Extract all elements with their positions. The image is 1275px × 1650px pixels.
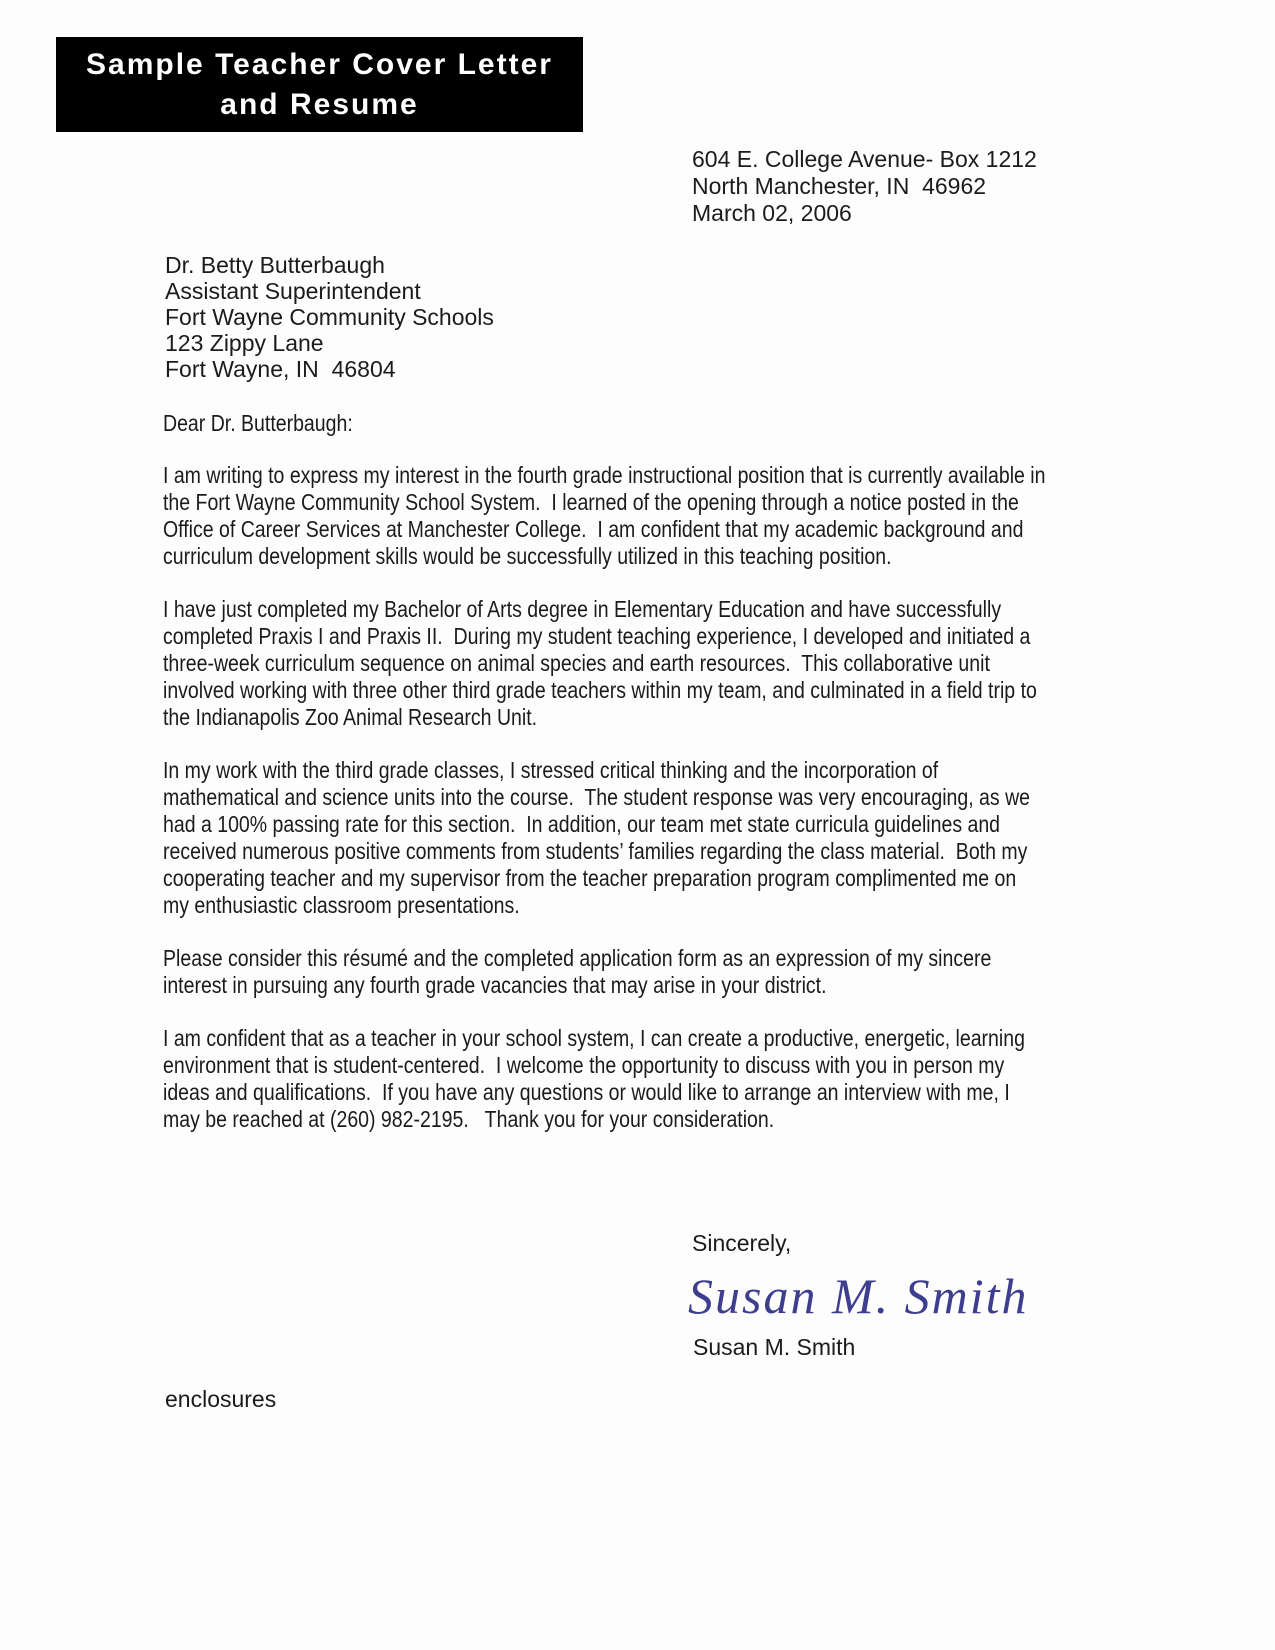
sender-address-block [692,146,1037,227]
signature-script: Susan M. Smith [688,1268,1029,1324]
recipient-city-line: Fort Wayne, IN 46804 [165,356,396,382]
body-paragraph-1: I am writing to express my interest in the fourth grade instructional position that is currently available in the Fort Wayne Community School System. I learned of the opening through a notice posted in the Office of Career Services at Manchester College. I am confident that my academic background and curriculum development skills would be successfully utilized in this teaching position. [163,462,1051,569]
body-paragraph-4: Please consider this résumé and the completed application form as an expression of my sincere interest in pursuing any fourth grade vacancies that may arise in your district. [163,945,997,998]
valediction: Sincerely, [692,1230,792,1256]
letter-body [163,462,1051,1159]
document-title-banner [56,37,583,132]
recipient-street-line: 123 Zippy Lane [165,330,324,356]
letter-date: March 02, 2006 [692,200,852,226]
document-title-line-2: and Resume [220,87,419,121]
document-title-line-1: Sample Teacher Cover Letter [86,47,553,81]
salutation: Dear Dr. Butterbaugh: [163,410,353,436]
recipient-organization: Fort Wayne Community Schools [165,304,494,330]
recipient-name: Dr. Betty Butterbaugh [165,252,385,278]
body-paragraph-3: In my work with the third grade classes, I stressed critical thinking and the incorporation of mathematical and science units into the course. The student response was very encouraging, as we had a 100% passing rate for this section. In addition, our team met state curricula guidelines and received numerous positive comments from students’ families regarding the class material. Both my cooperating teacher and my supervisor from the teacher preparation program complimented me on my enthusiastic classroom presentations. [163,757,1036,918]
recipient-address-block [165,252,494,382]
body-paragraph-5: I am confident that as a teacher in your school system, I can create a productive, energetic, learning environment that is student-centered. I welcome the opportunity to discuss with you in person my ideas and qualifications. If you have any questions or would like to arrange an interview with me, I may be reached at (260) 982-2195. Thank you for your consideration. [163,1025,1031,1132]
signature-typed-name: Susan M. Smith [693,1334,856,1360]
body-paragraph-2: I have just completed my Bachelor of Arts degree in Elementary Education and have successfully completed Praxis I and Praxis II. During my student teaching experience, I developed and initiated a three-week curriculum sequence on animal species and earth resources. This collaborative unit involved working with three other third grade teachers within my team, and culminated in a field trip to the Indianapolis Zoo Animal Research Unit. [163,596,1043,730]
sender-city-line: North Manchester, IN 46962 [692,173,987,199]
enclosures-note: enclosures [165,1386,277,1412]
sender-street-line: 604 E. College Avenue- Box 1212 [692,146,1037,172]
recipient-title: Assistant Superintendent [165,278,421,304]
